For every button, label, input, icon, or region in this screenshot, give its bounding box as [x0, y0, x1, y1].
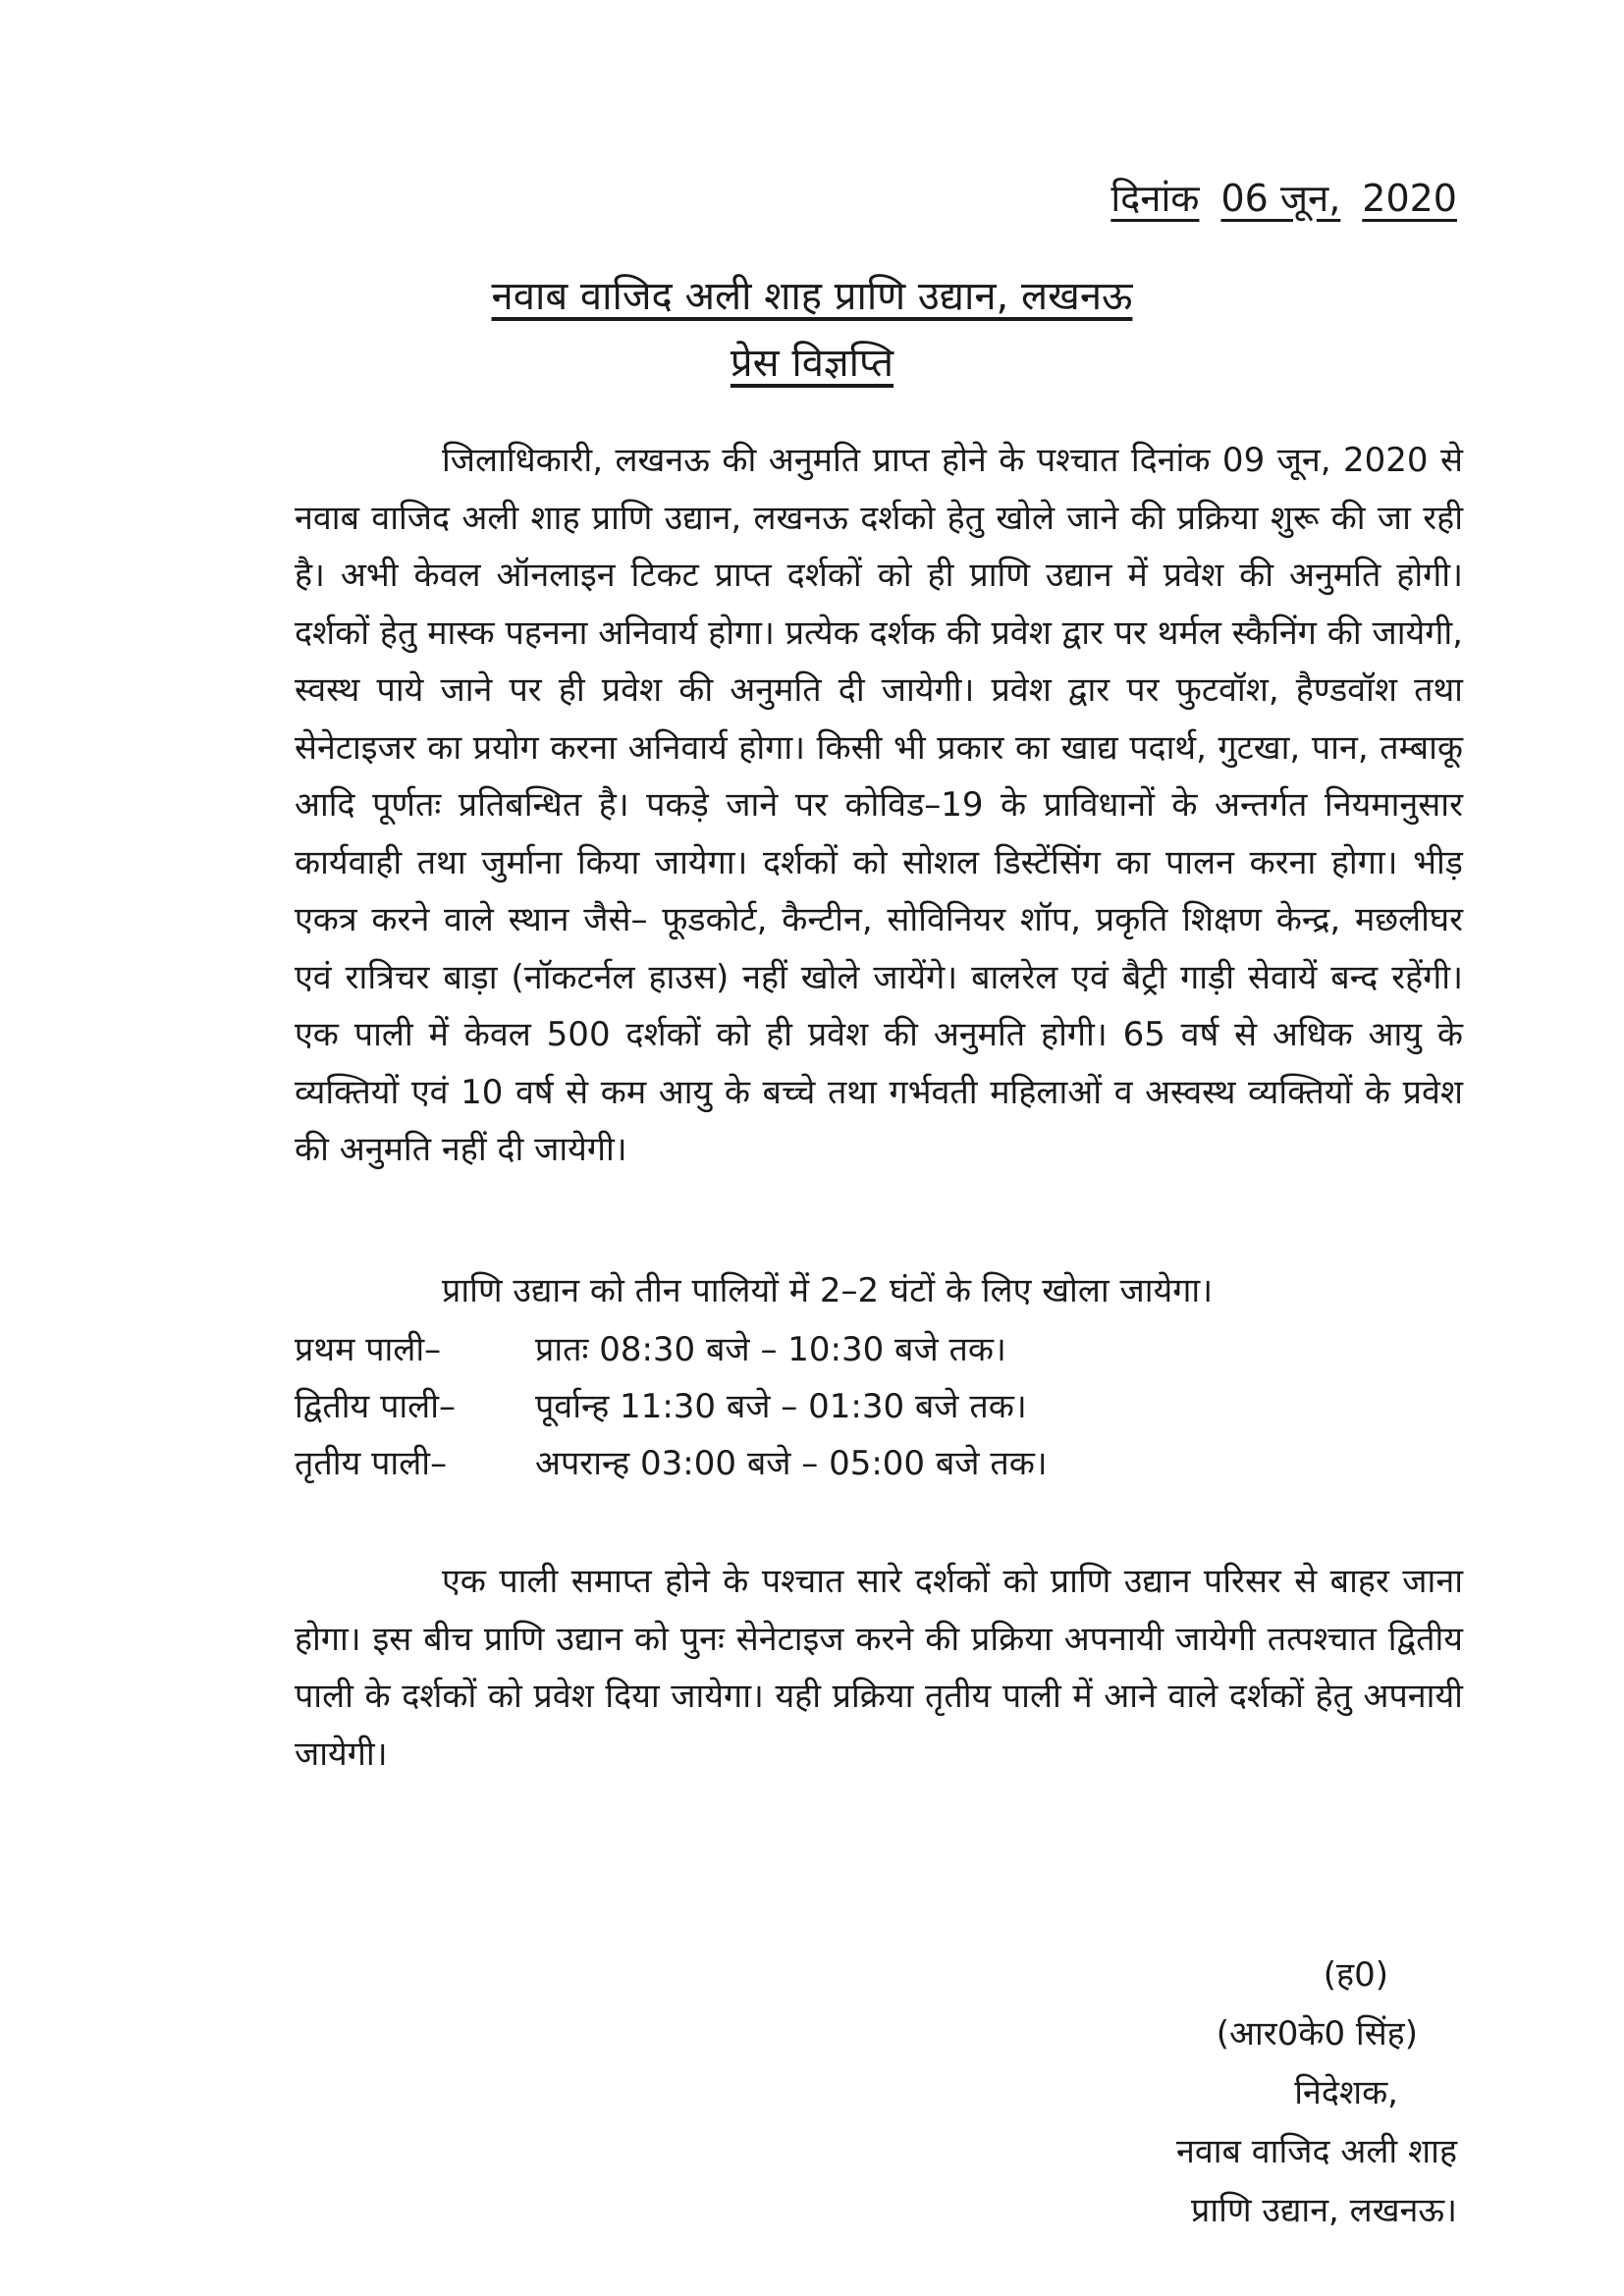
signature-mark: (ह0) [1323, 1955, 1388, 1995]
shifts-intro: प्राणि उद्यान को तीन पालियों में 2–2 घंटों के लिए खोला जायेगा। [442, 1271, 1214, 1310]
shift-row [295, 1382, 1027, 1427]
signatory-name: (आर0के0 सिंह) [1216, 2014, 1418, 2054]
signatory-org-line-1: नवाब वाजिद अली शाह [1175, 2132, 1457, 2171]
shift-name: द्वितीय पाली– [295, 1387, 457, 1426]
signature-block [1045, 1946, 1457, 2240]
organization-heading: नवाब वाजिद अली शाह प्राणि उद्यान, लखनऊ [491, 274, 1133, 319]
document-title: प्रेस विज्ञप्ति [730, 341, 894, 386]
date-year: 2020 [1362, 177, 1457, 220]
body-paragraph-2: एक पाली समाप्त होने के पश्चात सारे दर्शकों को प्राणि उद्यान परिसर से बाहर जाना होगा। इस बीच प्राणि उद्यान को पुनः सेनेटाइज करने की प्रक्रिया अपनायी जायेगी तत्पश्चात द्वितीय पाली के दर्शकों को प्रवेश दिया जायेगा। यही प्रक्रिया तृतीय पाली में आने वाले दर्शकों हेतु अपनायी जायेगी। [295, 1562, 1463, 1774]
shift-timing: अपरान्ह 03:00 बजे – 05:00 बजे तक। [535, 1444, 1048, 1483]
shift-name: तृतीय पाली– [295, 1444, 448, 1483]
shift-name: प्रथम पाली– [295, 1330, 442, 1369]
body-paragraph-1: जिलाधिकारी, लखनऊ की अनुमति प्राप्त होने के पश्चात दिनांक 09 जून, 2020 से नवाब वाजिद अली शाह प्राणि उद्यान, लखनऊ दर्शको हेतु खोले जाने की प्रक्रिया शुरू की जा रही है। अभी केवल ऑनलाइन टिकट प्राप्त दर्शकों को ही प्राणि उद्यान में प्रवेश की अनुमति होगी। दर्शकों हेतु मास्क पहनना अनिवार्य होगा। प्रत्येक दर्शक की प्रवेश द्वार पर थर्मल स्कैनिंग की जायेगी, स्वस्थ पाये जाने पर ही प्रवेश की अनुमति दी जायेगी। प्रवेश द्वार पर फुटवॉश, हैण्डवॉश तथा सेनेटाइजर का प्रयोग करना अनिवार्य होगा। किसी भी प्रकार का खाद्य पदार्थ, गुटखा, पान, तम्बाकू आदि पूर्णतः प्रतिबन्धित है। पकड़े जाने पर कोविड–19 के प्राविधानों के अन्तर्गत नियमानुसार कार्यवाही तथा जुर्माना किया जायेगा। दर्शकों को सोशल डिस्टेंसिंग का पालन करना होगा। भीड़ एकत्र करने वाले स्थान जैसे– फूडकोर्ट, कैन्टीन, सोविनियर शॉप, प्रकृति शिक्षण केन्द्र, मछलीघर एवं रात्रिचर बाड़ा (नॉकटर्नल हाउस) नहीं खोले जायेंगे। बालरेल एवं बैट्री गाड़ी सेवायें बन्द रहेंगी। एक पाली में केवल 500 दर्शकों को ही प्रवेश की अनुमति होगी। 65 वर्ष से अधिक आयु के व्यक्तियों एवं 10 वर्ष से कम आयु के बच्चे तथा गर्भवती महिलाओं व अस्वस्थ व्यक्तियों के प्रवेश की अनुमति नहीं दी जायेगी। [295, 441, 1463, 1169]
date-line [1110, 172, 1457, 223]
shift-row [295, 1325, 1006, 1370]
signatory-org-line-2: प्राणि उद्यान, लखनऊ। [1190, 2191, 1457, 2230]
date-label: दिनांक [1110, 177, 1200, 220]
signatory-designation: निदेशक, [1294, 2073, 1398, 2112]
shift-timing: प्रातः 08:30 बजे – 10:30 बजे तक। [535, 1330, 1006, 1369]
shift-timing: पूर्वान्ह 11:30 बजे – 01:30 बजे तक। [535, 1387, 1027, 1426]
shift-row [295, 1439, 1048, 1484]
date-value: 06 जून, [1220, 177, 1341, 220]
